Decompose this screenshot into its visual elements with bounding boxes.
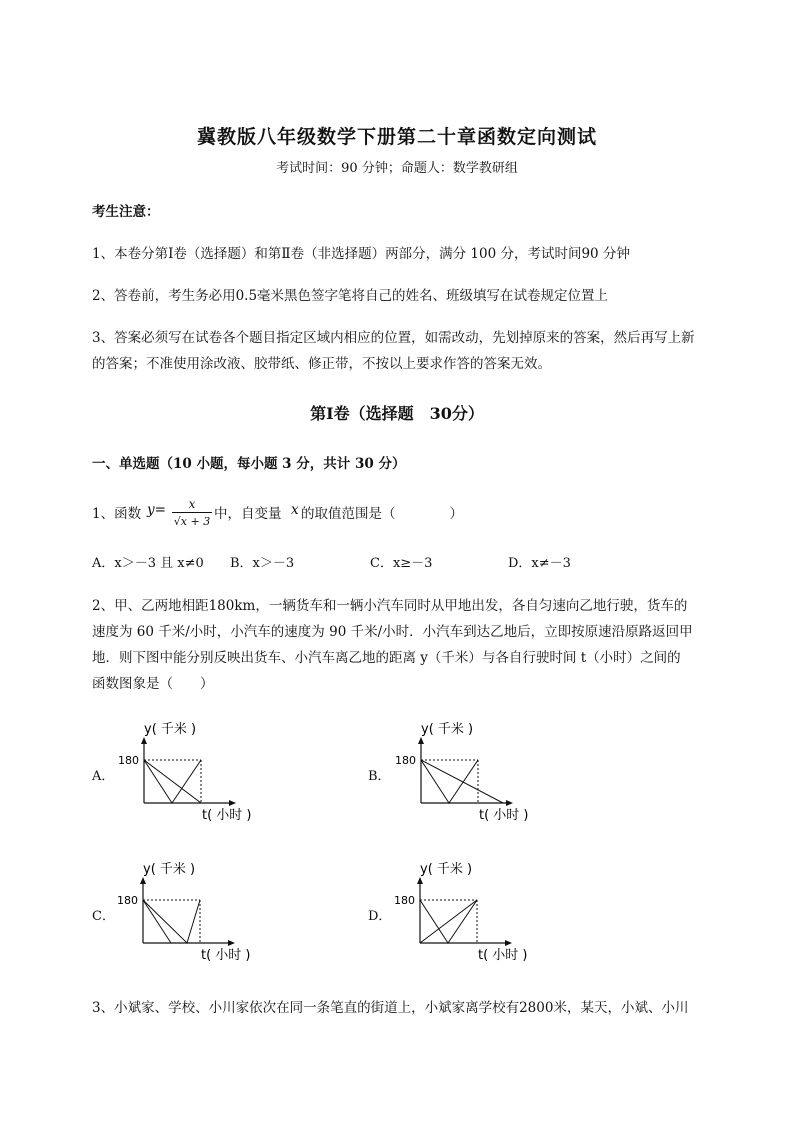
q1-option-a[interactable]: A．x＞－3 且 x≠0 <box>92 556 204 571</box>
graph-d-y-label: y( 千米 ) <box>420 862 473 877</box>
q1-frac-denominator: √x + 3 <box>173 515 211 528</box>
graph-c-truck-line <box>143 900 171 943</box>
q1-option-c[interactable]: C．x≥－3 <box>370 556 433 571</box>
graph-c-label[interactable]: C． <box>92 909 115 924</box>
q1-option-d[interactable]: D．x≠－3 <box>508 556 571 571</box>
q1-option-b[interactable]: B．x＞－3 <box>230 556 295 571</box>
exam-title: 冀教版八年级数学下册第二十章函数定向测试 <box>196 126 597 148</box>
graph-b <box>385 715 565 830</box>
graph-b-x-label: t( 小时 ) <box>479 808 529 823</box>
notice-heading: 考生注意： <box>92 204 160 220</box>
graph-b-y-value: 180 <box>395 754 416 767</box>
exam-subtitle: 考试时间：90 分钟；命题人：数学教研组 <box>276 161 518 176</box>
graph-b-y-arrow <box>418 737 424 744</box>
q1-frac-bar <box>172 512 212 513</box>
graph-a-x-arrow <box>229 800 236 806</box>
q1-var: x <box>291 502 299 518</box>
q2-line-2: 速度为 60 千米/小时，小汽车的速度为 90 千米/小时．小汽车到达乙地后，立即按原速沿原路返回甲 <box>92 624 693 640</box>
graph-d-truck-line <box>420 900 477 943</box>
graph-a <box>108 715 288 830</box>
graph-b-car-line <box>421 760 478 803</box>
graph-a-label[interactable]: A． <box>92 769 115 784</box>
q3-line-1: 3、小斌家、学校、小川家依次在同一条笔直的街道上，小斌家离学校有2800米，某天，小斌、小川 <box>92 1000 689 1016</box>
notice-item-2: 2、答卷前，考生务必用0.5毫米黑色签字笔将自己的姓名、班级填写在试卷规定位置上 <box>92 288 609 304</box>
graph-a-y-value: 180 <box>118 754 139 767</box>
graph-b-truck-line <box>421 760 503 803</box>
q1-suffix-b: 的取值范围是（ ） <box>301 506 463 522</box>
graph-a-x-label: t( 小时 ) <box>202 808 252 823</box>
graph-d <box>384 855 564 970</box>
q1-prefix: 1、函数 <box>92 506 142 522</box>
notice-item-3-line-2: 的答案；不准使用涂改液、胶带纸、修正带，不按以上要求作答的答案无效。 <box>92 356 551 372</box>
graph-b-x-arrow <box>506 800 513 806</box>
graph-a-y-arrow <box>141 737 147 744</box>
notice-item-1: 1、本卷分第Ⅰ卷（选择题）和第Ⅱ卷（非选择题）两部分，满分 100 分，考试时间90 分钟 <box>92 246 630 262</box>
notice-item-3-line-1: 3、答案必须写在试卷各个题目指定区域内相应的位置，如需改动，先划掉原来的答案，然后再写上新 <box>92 330 695 346</box>
section-title: 第Ⅰ卷（选择题 30分） <box>310 404 484 423</box>
graph-c-y-label: y( 千米 ) <box>143 862 196 877</box>
q2-line-1: 2、甲、乙两地相距180km，一辆货车和一辆小汽车同时从甲地出发，各自匀速向乙地行驶，货车的 <box>92 598 688 614</box>
q2-line-3: 地．则下图中能分别反映出货车、小汽车离乙地的距离 y（千米）与各自行驶时间 t（小时）之间的 <box>92 650 681 666</box>
graph-b-y-label: y( 千米 ) <box>421 722 474 737</box>
graph-d-x-label: t( 小时 ) <box>478 948 528 963</box>
graph-d-x-arrow <box>505 940 512 946</box>
graph-d-y-value: 180 <box>394 894 415 907</box>
graph-c-car-line <box>143 900 200 943</box>
graph-a-truck-line <box>144 760 201 803</box>
graph-a-y-label: y( 千米 ) <box>144 722 197 737</box>
graph-d-label[interactable]: D． <box>368 909 392 924</box>
graph-c-y-arrow <box>140 877 146 884</box>
q1-fraction <box>172 497 212 529</box>
graph-c-x-arrow <box>228 940 235 946</box>
graph-b-label[interactable]: B． <box>368 769 391 784</box>
graph-c <box>107 855 287 970</box>
q1-frac-numerator: x <box>188 497 196 511</box>
q1-suffix-a: 中，自变量 <box>214 506 282 522</box>
part-title: 一、单选题（10 小题，每小题 3 分，共计 30 分） <box>92 456 406 472</box>
q1-y-equals: y= <box>147 502 166 518</box>
graph-d-y-arrow <box>417 877 423 884</box>
graph-c-y-value: 180 <box>117 894 138 907</box>
q2-line-4: 函数图象是（ ） <box>92 676 214 692</box>
graph-c-x-label: t( 小时 ) <box>201 948 251 963</box>
